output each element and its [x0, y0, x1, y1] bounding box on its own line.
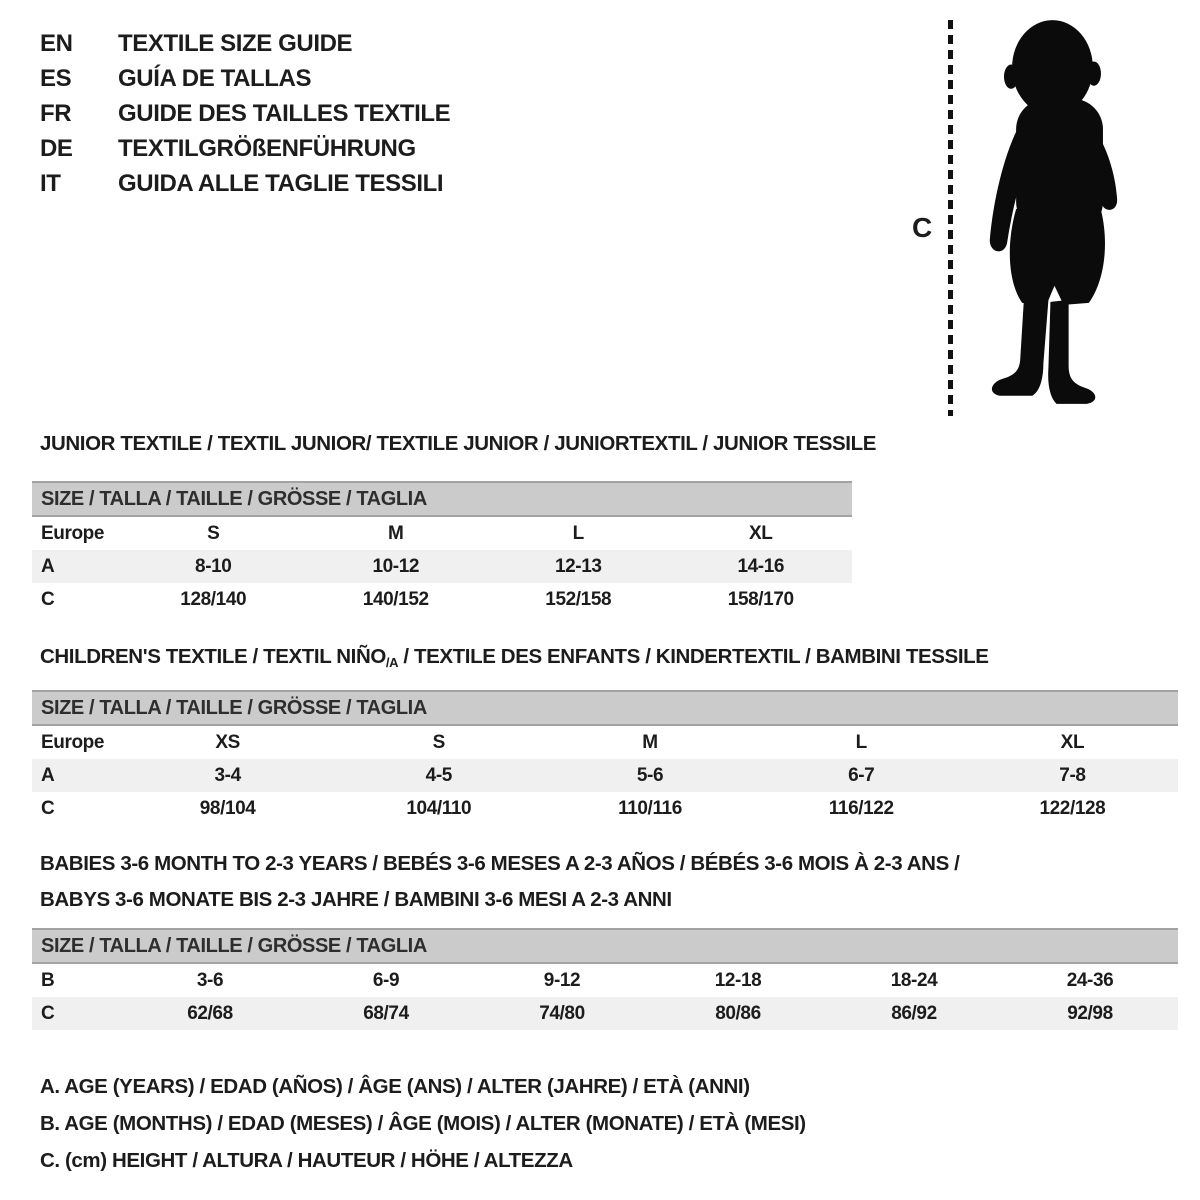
- age-value: 7-8: [1059, 764, 1086, 786]
- height-dashed-line-icon: [948, 20, 953, 416]
- junior-size-table: [32, 481, 852, 616]
- height-value: 104/110: [406, 797, 472, 819]
- size-value: L: [855, 731, 867, 753]
- abbreviation-legend: [40, 1068, 806, 1179]
- row-label: C: [41, 1002, 55, 1024]
- row-label: A: [41, 555, 55, 577]
- legend-line-b: B. AGE (MONTHS) / EDAD (MESES) / ÂGE (MOIS) / ALTER (MONATE) / ETÀ (MESI): [40, 1111, 806, 1135]
- language-title-list: [40, 26, 450, 201]
- lang-title: TEXTILGRÖßENFÜHRUNG: [118, 134, 416, 162]
- lang-row-it: [40, 166, 450, 201]
- row-label: Europe: [41, 731, 105, 753]
- lang-title: GUIDA ALLE TAGLIE TESSILI: [118, 169, 444, 197]
- months-value: 6-9: [372, 969, 400, 991]
- junior-section-heading: JUNIOR TEXTILE / TEXTIL JUNIOR/ TEXTILE JUNIOR / JUNIORTEXTIL / JUNIOR TESSILE: [40, 432, 876, 455]
- height-value: 68/74: [363, 1002, 409, 1024]
- height-value: 86/92: [891, 1002, 937, 1024]
- row-label: Europe: [41, 522, 105, 544]
- size-value: M: [642, 731, 658, 753]
- months-value: 12-18: [714, 969, 762, 991]
- babies-size-header-bar: SIZE / TALLA / TAILLE / GRÖSSE / TAGLIA: [32, 928, 1178, 964]
- children-heading-part1: CHILDREN'S TEXTILE / TEXTIL NIÑO: [40, 645, 386, 668]
- children-size-header-bar: SIZE / TALLA / TAILLE / GRÖSSE / TAGLIA: [32, 690, 1178, 726]
- age-value: 5-6: [636, 764, 664, 786]
- age-value: 8-10: [195, 555, 232, 577]
- height-value: 128/140: [180, 588, 247, 610]
- junior-row-height: [32, 583, 852, 616]
- size-value: L: [572, 522, 584, 544]
- height-value: 92/98: [1067, 1002, 1113, 1024]
- babies-section-heading-line2: BABYS 3-6 MONATE BIS 2-3 JAHRE / BAMBINI 3-6 MESI A 2-3 ANNI: [40, 888, 672, 911]
- junior-row-europe: [32, 517, 852, 550]
- children-heading-part2: / TEXTILE DES ENFANTS / KINDERTEXTIL / BAMBINI TESSILE: [398, 645, 989, 668]
- height-measure-label: C: [912, 212, 932, 243]
- size-value: S: [432, 731, 445, 753]
- lang-title: GUÍA DE TALLAS: [118, 64, 312, 92]
- height-value: 122/128: [1039, 797, 1106, 819]
- age-value: 4-5: [425, 764, 452, 786]
- legend-line-a: A. AGE (YEARS) / EDAD (AÑOS) / ÂGE (ANS) / ALTER (JAHRE) / ETÀ (ANNI): [40, 1074, 750, 1098]
- height-value: 140/152: [362, 588, 429, 610]
- babies-section-heading-line1: BABIES 3-6 MONTH TO 2-3 YEARS / BEBÉS 3-6 MESES A 2-3 AÑOS / BÉBÉS 3-6 MOIS À 2-3 ANS /: [40, 852, 960, 875]
- months-value: 9-12: [543, 969, 581, 991]
- height-value: 80/86: [715, 1002, 761, 1024]
- babies-row-height: [32, 997, 1178, 1030]
- legend-line-c: C. (cm) HEIGHT / ALTURA / HAUTEUR / HÖHE / ALTEZZA: [40, 1148, 573, 1172]
- children-row-europe: [32, 726, 1178, 759]
- age-value: 12-13: [554, 555, 602, 577]
- lang-row-de: [40, 131, 450, 166]
- size-value: S: [207, 522, 220, 544]
- height-value: 152/158: [545, 588, 612, 610]
- children-size-table: [32, 690, 1178, 825]
- children-heading-sub: /A: [385, 655, 399, 670]
- junior-size-header-bar: SIZE / TALLA / TAILLE / GRÖSSE / TAGLIA: [32, 481, 852, 517]
- height-value: 62/68: [187, 1002, 233, 1024]
- babies-row-months: [32, 964, 1178, 997]
- months-value: 18-24: [890, 969, 938, 991]
- height-value: 110/116: [618, 797, 682, 819]
- height-value: 116/122: [828, 797, 894, 819]
- row-label: B: [41, 969, 55, 991]
- lang-code: ES: [40, 64, 72, 92]
- row-label: A: [41, 764, 55, 786]
- lang-code: EN: [40, 29, 73, 57]
- age-value: 14-16: [737, 555, 785, 577]
- age-value: 6-7: [848, 764, 875, 786]
- children-section-heading: [40, 645, 989, 670]
- row-label: C: [41, 797, 55, 819]
- children-row-age: [32, 759, 1178, 792]
- lang-code: IT: [40, 169, 61, 197]
- children-row-height: [32, 792, 1178, 825]
- lang-row-en: [40, 26, 450, 61]
- junior-row-age: [32, 550, 852, 583]
- months-value: 24-36: [1066, 969, 1114, 991]
- age-value: 10-12: [372, 555, 420, 577]
- lang-title: GUIDE DES TAILLES TEXTILE: [118, 99, 451, 127]
- lang-code: FR: [40, 99, 72, 127]
- height-value: 98/104: [199, 797, 256, 819]
- row-label: C: [41, 588, 55, 610]
- toddler-silhouette-icon: [968, 12, 1143, 416]
- size-value: XL: [749, 522, 773, 544]
- height-value: 74/80: [539, 1002, 585, 1024]
- months-value: 3-6: [196, 969, 224, 991]
- lang-code: DE: [40, 134, 73, 162]
- lang-title: TEXTILE SIZE GUIDE: [118, 29, 353, 57]
- height-measure-figure: [900, 0, 1200, 430]
- lang-row-fr: [40, 96, 450, 131]
- size-value: XL: [1060, 731, 1085, 753]
- height-value: 158/170: [727, 588, 794, 610]
- size-value: XS: [215, 731, 240, 753]
- lang-row-es: [40, 61, 450, 96]
- age-value: 3-4: [214, 764, 241, 786]
- size-value: M: [388, 522, 404, 544]
- babies-size-table: [32, 928, 1178, 1030]
